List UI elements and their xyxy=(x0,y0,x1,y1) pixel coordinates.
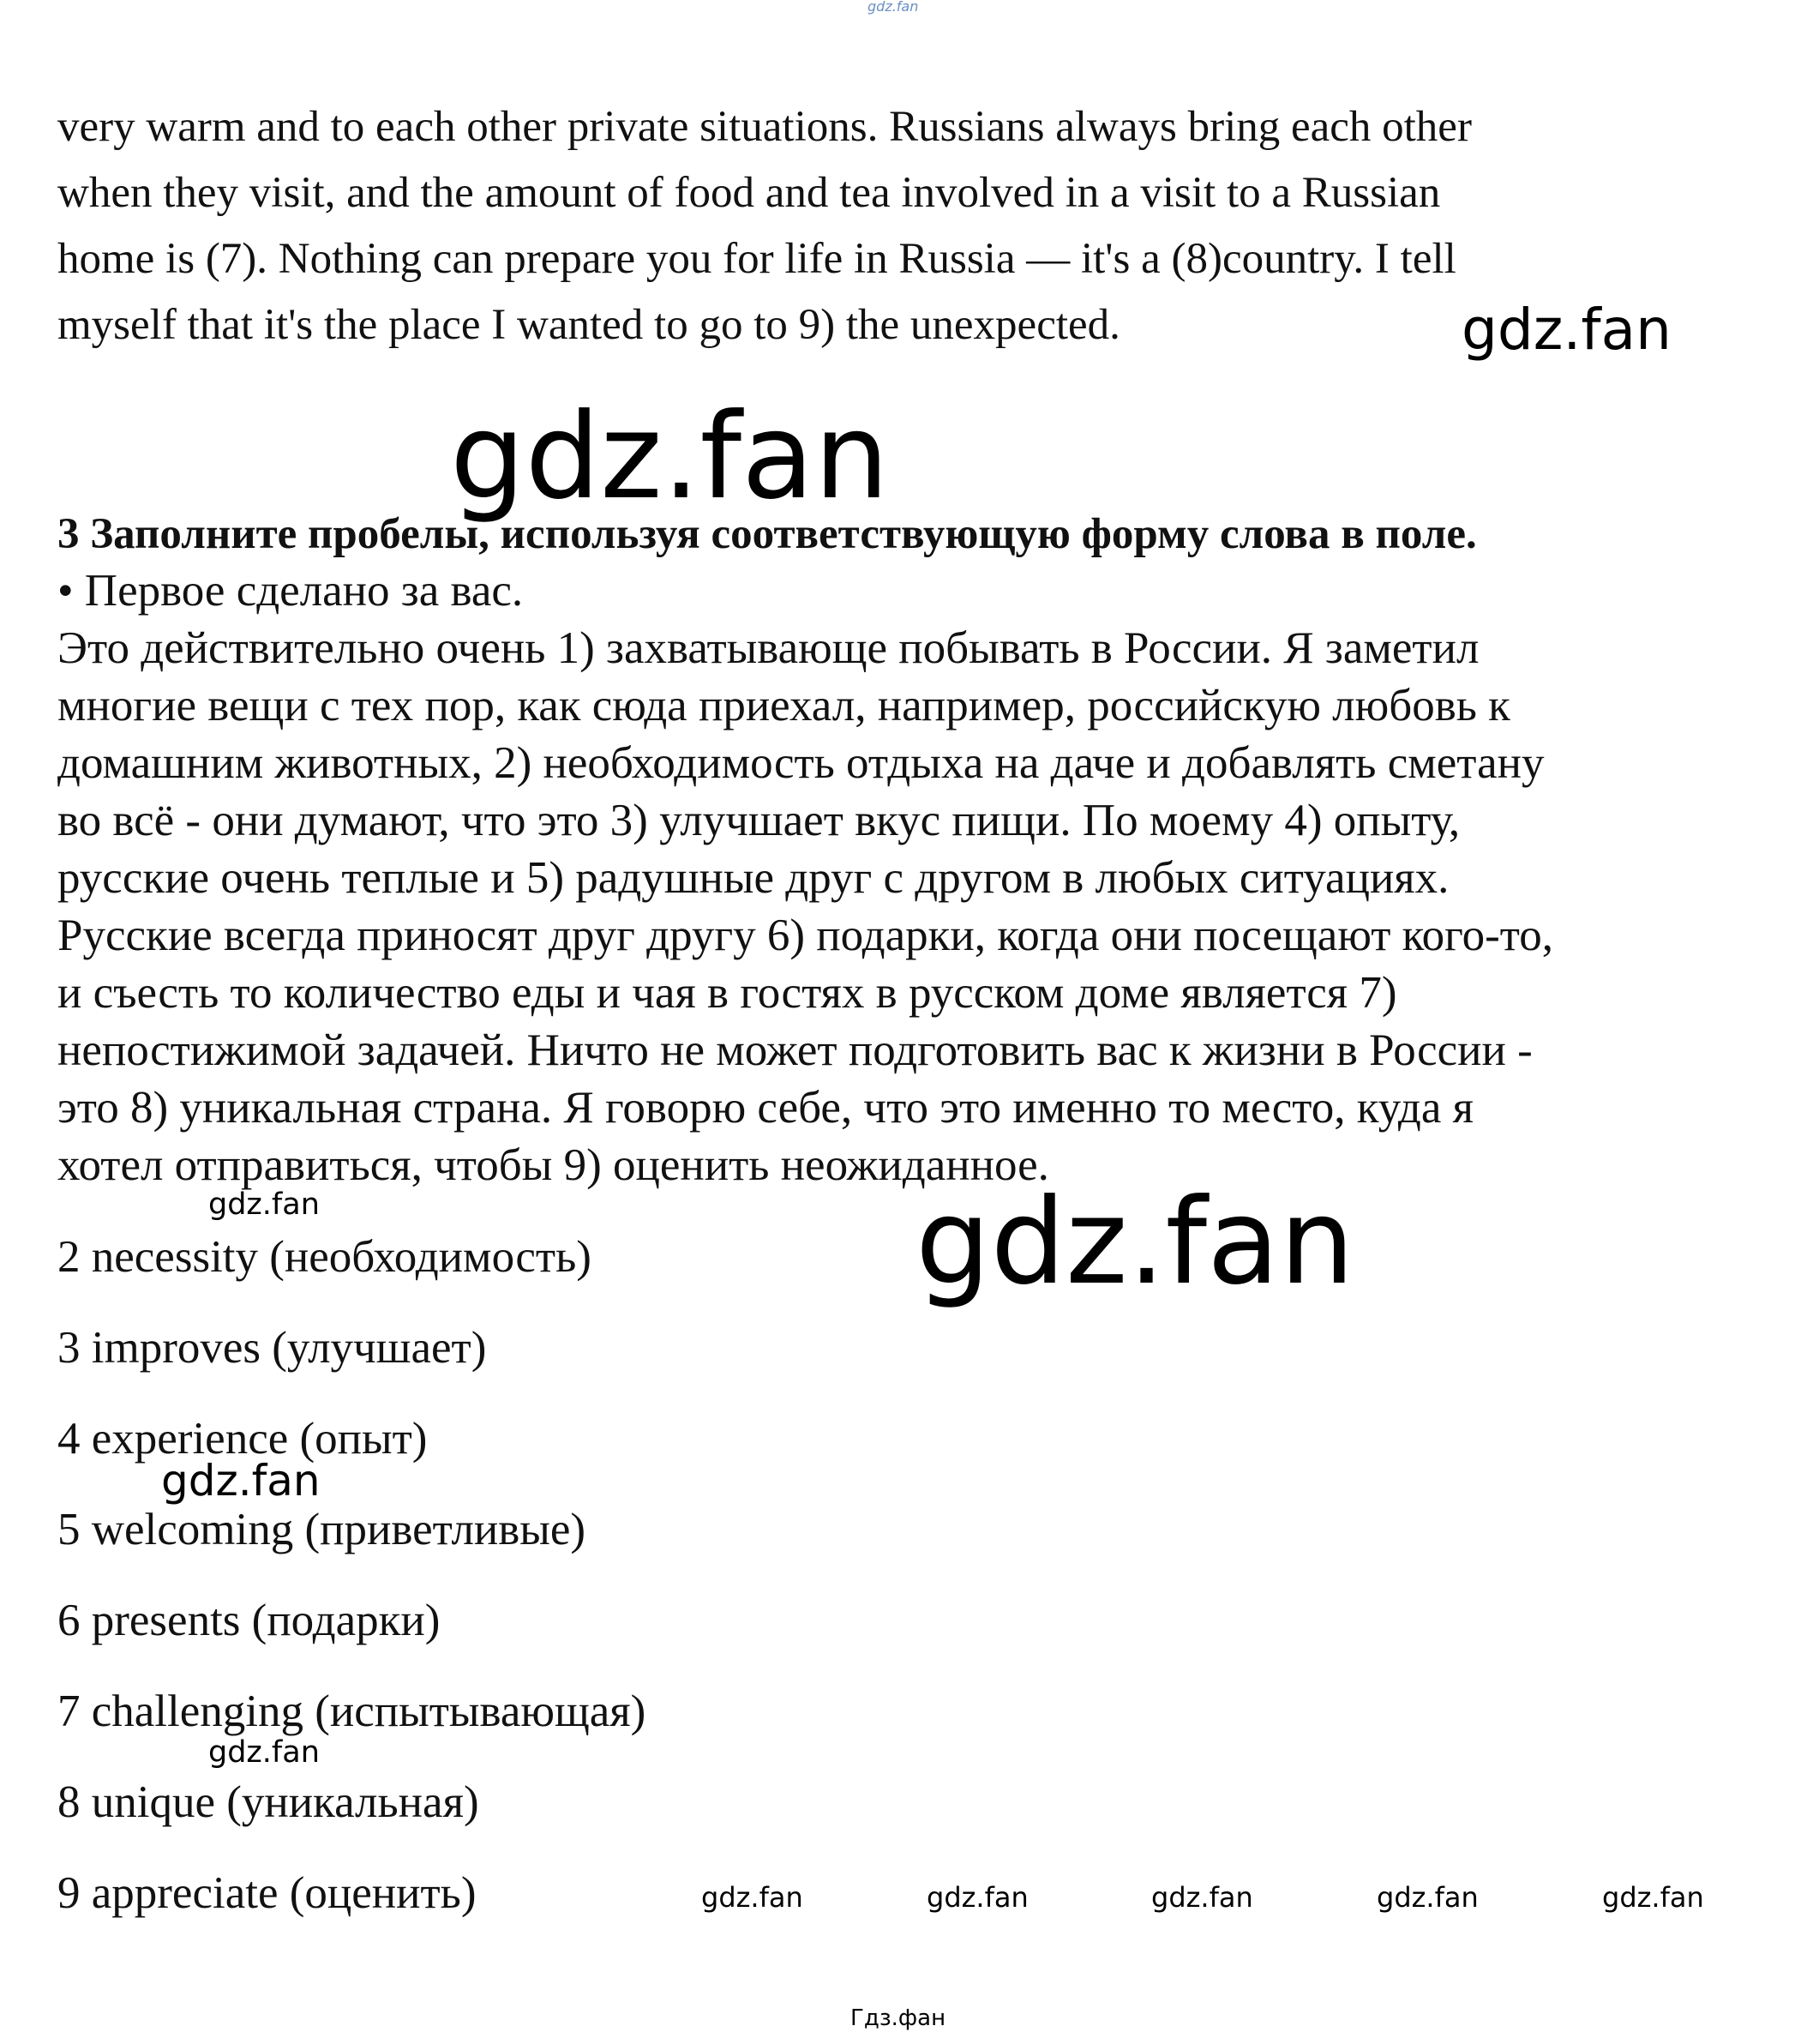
watermark: gdz.fan xyxy=(161,1456,321,1506)
exercise-line: русские очень теплые и 5) радушные друг с другом в любых ситуациях. xyxy=(57,853,1450,903)
watermark: gdz.fan xyxy=(1602,1881,1704,1914)
exercise-line: это 8) уникальная страна. Я говорю себе, что это именно то место, куда я xyxy=(57,1083,1474,1133)
exercise-line: во всё - они думают, что это 3) улучшает вкус пищи. По моему 4) опыту, xyxy=(57,796,1461,845)
watermark: gdz.fan xyxy=(208,1187,320,1222)
exercise-line: хотел отправиться, чтобы 9) оценить неожиданное. xyxy=(57,1140,1049,1190)
english-line: very warm and to each other private situations. Russians always bring each other xyxy=(57,103,1472,151)
exercise-line: непостижимой задачей. Ничто не может подготовить вас к жизни в России - xyxy=(57,1025,1533,1075)
exercise-note: • Первое сделано за вас. xyxy=(57,566,524,616)
exercise-line: многие вещи с тех пор, как сюда приехал, например, российскую любовь к xyxy=(57,681,1510,730)
watermark: gdz.fan xyxy=(1462,297,1672,363)
answer-item: 7 challenging (испытывающая) xyxy=(57,1686,646,1736)
watermark-top: gdz.fan xyxy=(867,0,919,15)
watermark: gdz.fan xyxy=(1151,1881,1253,1914)
exercise-line: Русские всегда приносят друг другу 6) подарки, когда они посещают кого-то, xyxy=(57,911,1553,960)
exercise-line: Это действительно очень 1) захватывающе побывать в России. Я заметил xyxy=(57,623,1480,673)
english-line: when they visit, and the amount of food and tea involved in a visit to a Russian xyxy=(57,169,1441,217)
watermark-large: gdz.fan xyxy=(450,388,890,526)
watermark: gdz.fan xyxy=(1377,1881,1479,1914)
watermark-large: gdz.fan xyxy=(916,1173,1355,1311)
exercise-line: домашним животных, 2) необходимость отдыха на даче и добавлять сметану xyxy=(57,738,1545,788)
english-line: myself that it's the place I wanted to go to 9) the unexpected. xyxy=(57,301,1120,349)
watermark: gdz.fan xyxy=(927,1881,1029,1914)
watermark: gdz.fan xyxy=(701,1881,803,1914)
answer-item: 6 presents (подарки) xyxy=(57,1596,441,1645)
exercise-line: и съесть то количество еды и чая в гостях в русском доме является 7) xyxy=(57,968,1397,1018)
exercise-heading: 3 Заполните пробелы, используя соответствующую форму слова в поле. xyxy=(57,510,1477,558)
answer-item: 8 unique (уникальная) xyxy=(57,1777,479,1827)
answer-item: 2 necessity (необходимость) xyxy=(57,1232,591,1282)
answer-item: 3 improves (улучшает) xyxy=(57,1323,487,1373)
english-line: home is (7). Nothing can prepare you for life in Russia — it's a (8)country. I tell xyxy=(57,235,1456,283)
footer-watermark: Гдз.фан xyxy=(850,2005,946,2031)
answer-item: 9 appreciate (оценить) xyxy=(57,1868,477,1918)
watermark: gdz.fan xyxy=(208,1735,320,1770)
answer-item: 4 experience (опыт) xyxy=(57,1414,428,1464)
answer-item: 5 welcoming (приветливые) xyxy=(57,1505,586,1554)
